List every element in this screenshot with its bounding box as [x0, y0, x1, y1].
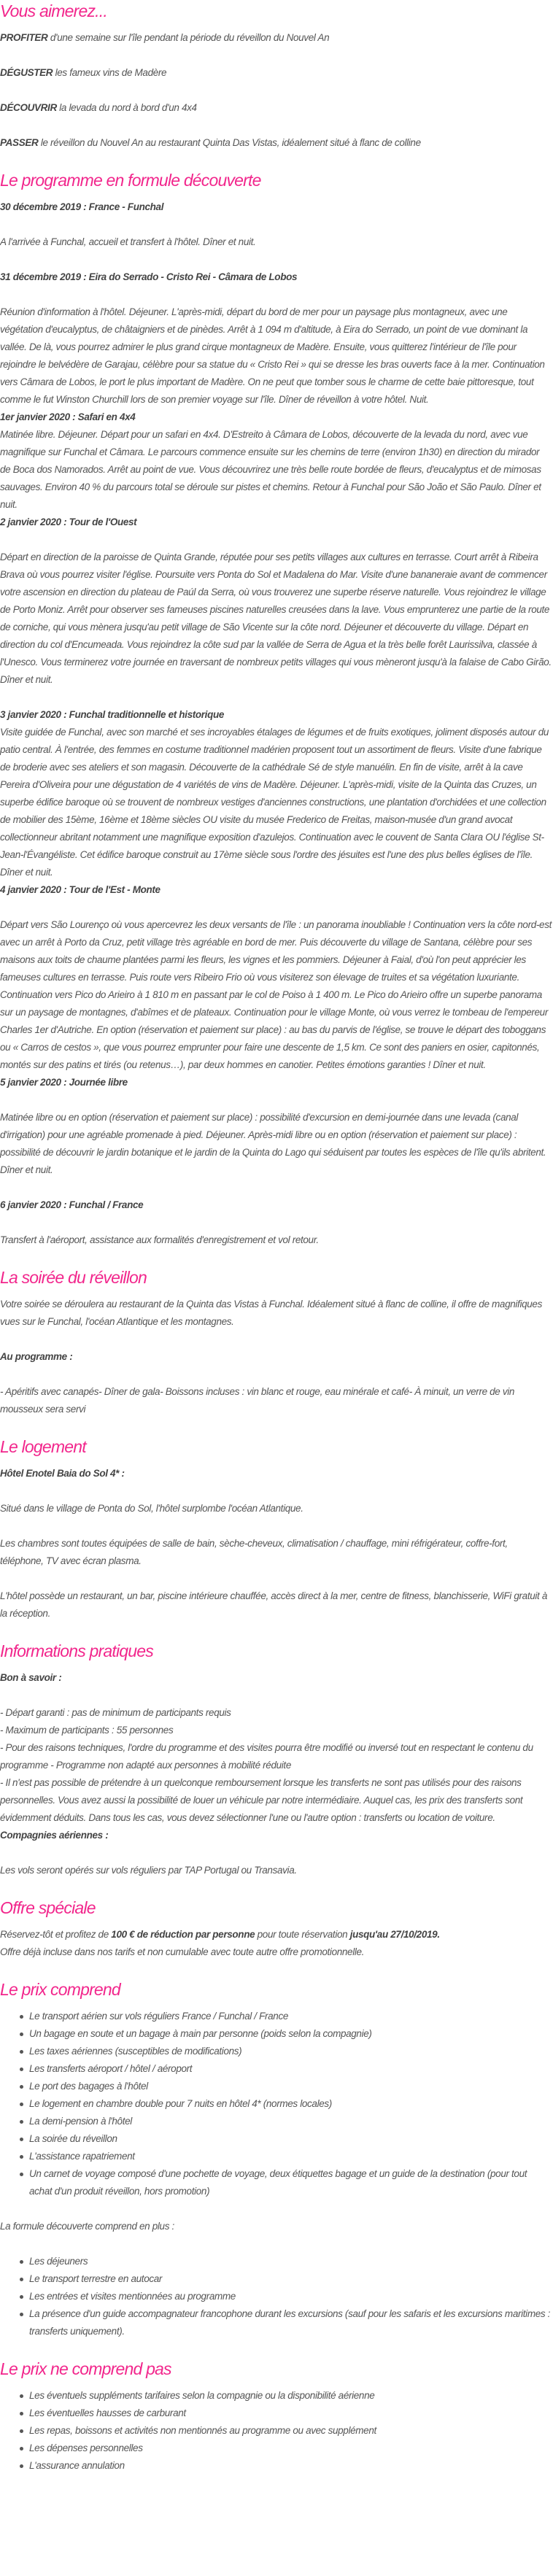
program-title: Le programme en formule découverte: [0, 171, 261, 190]
price-excludes-section: [0, 2358, 552, 2475]
highlights-section: [0, 0, 552, 152]
special-offer-title: Offre spéciale: [0, 1898, 96, 1917]
day-description: A l'arrivée à Funchal, accueil et transfert à l'hôtel. Dîner et nuit.: [0, 236, 256, 247]
list-item: Le logement en chambre double pour 7 nuits en hôtel 4* (normes locales): [29, 2095, 552, 2113]
list-item: L'assurance annulation: [29, 2457, 552, 2475]
day-title: 4 janvier 2020 : Tour de l'Est - Monte: [0, 884, 161, 895]
reveillon-title: La soirée du réveillon: [0, 1268, 147, 1287]
list-item: Les déjeuners: [29, 2253, 552, 2270]
list-item: Les entrées et visites mentionnées au programme: [29, 2288, 552, 2305]
list-item: Les dépenses personnelles: [29, 2440, 552, 2457]
day-description: Transfert à l'aéroport, assistance aux formalités d'enregistrement et vol retour.: [0, 1234, 319, 1245]
reveillon-program-text: - Apéritifs avec canapés- Dîner de gala- Boissons incluses : vin blanc et rouge, eau minérale et café- À minuit, un verre de vin mousseux sera servi: [0, 1386, 515, 1415]
list-item: La présence d'un guide accompagnateur francophone durant les excursions (sauf pour les safaris et les excursions maritimes : transferts uniquement).: [29, 2305, 552, 2340]
reveillon-program-label: Au programme :: [0, 1351, 73, 1362]
list-item: Les taxes aériennes (susceptibles de modifications): [29, 2043, 552, 2060]
list-item: Le port des bagages à l'hôtel: [29, 2078, 552, 2095]
highlight-item: DÉGUSTER les fameux vins de Madère: [0, 67, 167, 78]
day-title: 5 janvier 2020 : Journée libre: [0, 1077, 128, 1088]
info-line: - Il n'est pas possible de prétendre à un quelconque remboursement lorsque les transferts ne sont pas utilisés pour des raisons personnelles. Vous avez aussi la possibilité de louer un véhicule par notre intermédiaire. Auquel cas, les prix des transferts sont évidemment déduits. Dans tous les cas, vous devez sélectionner l'une ou l'autre option : transferts ou location de voiture.: [0, 1777, 523, 1823]
highlight-item: DÉCOUVRIR la levada du nord à bord d'un 4x4: [0, 102, 197, 113]
info-line: - Départ garanti : pas de minimum de participants requis: [0, 1707, 231, 1718]
offer-deadline: jusqu'au 27/10/2019.: [349, 1929, 440, 1940]
reveillon-section: [0, 1266, 552, 1418]
list-item: La soirée du réveillon: [29, 2130, 552, 2148]
offer-note: Offre déjà incluse dans nos tarifs et non cumulable avec toute autre offre promotionnelle.: [0, 1946, 365, 1957]
practical-info-section: [0, 1640, 552, 1879]
list-item: Les transferts aéroport / hôtel / aéroport: [29, 2060, 552, 2078]
day-title: 1er janvier 2020 : Safari en 4x4: [0, 411, 136, 422]
day-title: 3 janvier 2020 : Funchal traditionnelle et historique: [0, 709, 225, 720]
day-title: 2 janvier 2020 : Tour de l'Ouest: [0, 517, 137, 527]
lodging-title: Le logement: [0, 1437, 86, 1456]
info-line: - Pour des raisons techniques, l'ordre du programme et des visites pourra être modifié ou inversé tout en respectant le contenu du programme - Programme non adapté aux personnes à mobilité réduite: [0, 1742, 533, 1771]
airlines-text: Les vols seront opérés sur vols réguliers par TAP Portugal ou Transavia.: [0, 1865, 297, 1876]
highlight-item: PASSER le réveillon du Nouvel An au restaurant Quinta Das Vistas, idéalement situé à flanc de colline: [0, 137, 421, 148]
day-description: Départ vers São Lourenço où vous apercevrez les deux versants de l'île : un panorama inoubliable ! Continuation vers la côte nord-est avec un arrêt à Porto da Cruz, petit village très agréable en bord de mer. Puis découverte du village de Santana, célèbre pour ses maisons aux toits de chaume plantées parmi les fleurs, les vignes et les pommiers. Déjeuner à Faial, d'où l'on peut apprécier les fameuses cultures en terrasse. Puis route vers Ribeiro Frio où vous visiterez son élevage de truites et sa végétation luxuriante. Continuation vers Pico do Arieiro à 1 810 m en passant par le col de Poiso à 1 400 m. Le Pico do Arieiro offre un superbe panorama sur un paysage de montagnes, d'abîmes et de plateaux. Continuation pour le village Monte, où vous verrez le tombeau de l'empereur Charles 1er d'Autriche. En option (réservation et paiement sur place) : au bas du parvis de l'église, se trouve le départ des toboggans ou « Carros de cestos », que vous pourrez emprunter pour faire une descente de 1,5 km. Ce sont des paniers en osier, capitonnés, montés sur des patins et tirés (ou retenus…), par deux hommes en canotier. Petites émotions garanties ! Dîner et nuit.: [0, 919, 552, 1070]
airlines-label: Compagnies aériennes :: [0, 1830, 109, 1841]
offer-discount: 100 € de réduction par personne: [111, 1929, 255, 1940]
day-title: 6 janvier 2020 : Funchal / France: [0, 1199, 144, 1210]
discovery-extra-label: La formule découverte comprend en plus :: [0, 2221, 174, 2232]
list-item: Le transport terrestre en autocar: [29, 2270, 552, 2288]
day-description: Matinée libre. Déjeuner. Départ pour un safari en 4x4. D'Estreito à Câmara de Lobos, découverte de la levada du nord, avec vue magnifique sur Funchal et Câmara. Le parcours commence ensuite sur les chemins de terre (environ 1h30) en direction du mirador de Boca dos Namorados. Arrêt au point de vue. Vous découvrirez une très belle route bordée de fleurs, d'eucalyptus et de mimosas sauvages. Environ 40 % du parcours total se déroule sur pistes et chemins. Retour à Funchal pour São João et São Paulo. Dîner et nuit.: [0, 429, 541, 510]
list-item: La demi-pension à l'hôtel: [29, 2113, 552, 2130]
day-title: 31 décembre 2019 : Eira do Serrado - Cristo Rei - Câmara de Lobos: [0, 271, 298, 282]
day-title: 30 décembre 2019 : France - Funchal: [0, 201, 164, 212]
day-description: Matinée libre ou en option (réservation et paiement sur place) : possibilité d'excursion en demi-journée dans une levada (canal d'irrigation) pour une agréable promenade à pied. Déjeuner. Après-midi libre ou en option (réservation et paiement sur place) : possibilité de découvrir le jardin botanique et le jardin de la Quinta do Lago qui séduisent par toutes les espèces de l'île qu'ils abritent. Dîner et nuit.: [0, 1112, 546, 1175]
lodging-section: [0, 1436, 552, 1622]
good-to-know-label: Bon à savoir :: [0, 1672, 62, 1683]
list-item: Les éventuels suppléments tarifaires selon la compagnie ou la disponibilité aérienne: [29, 2387, 552, 2405]
hotel-rooms: Les chambres sont toutes équipées de salle de bain, sèche-cheveux, climatisation / chauffage, mini réfrigérateur, coffre-fort, téléphone, TV avec écran plasma.: [0, 1538, 508, 1566]
offer-text: Réservez-tôt et profitez de 100 € de réduction par personne pour toute réservation jusqu'au 27/10/2019.: [0, 1929, 440, 1940]
day-description: Réunion d'information à l'hôtel. Déjeuner. L'après-midi, départ du bord de mer pour un paysage plus montagneux, avec une végétation d'eucalyptus, de châtaigniers et de pinèdes. Arrêt à 1 094 m d'altitude, à Eira do Serrado, un point de vue dominant la vallée. De là, vous pourrez admirer le plus grand cirque montagneux de Madère. Ensuite, vous quitterez l'intérieur de l'île pour rejoindre le belvédère de Garajau, célèbre pour sa statue du « Cristo Rei » qui se dresse les bras ouverts face à la mer. Continuation vers Câmara de Lobos, le port le plus important de Madère. On ne peut que tomber sous le charme de cette baie pittoresque, tout comme le fut Winston Churchill lors de son premier voyage sur l'île. Dîner de réveillon à votre hôtel. Nuit.: [0, 306, 545, 405]
list-item: Les éventuelles hausses de carburant: [29, 2405, 552, 2422]
program-section: [0, 169, 552, 1249]
hotel-facilities: L'hôtel possède un restaurant, un bar, piscine intérieure chauffée, accès direct à la mer, centre de fitness, blanchisserie, WiFi gratuit à la réception.: [0, 1590, 547, 1619]
list-item: Les repas, boissons et activités non mentionnés au programme ou avec supplément: [29, 2422, 552, 2440]
included-list: [0, 2008, 552, 2200]
list-item: L'assistance rapatriement: [29, 2148, 552, 2165]
excluded-list: [0, 2387, 552, 2475]
special-offer-section: [0, 1897, 552, 1961]
list-item: Un carnet de voyage composé d'une pochette de voyage, deux étiquettes bagage et un guide de la destination (pour tout achat d'un produit réveillon, hors promotion): [29, 2165, 552, 2200]
hotel-name: Hôtel Enotel Baia do Sol 4* :: [0, 1468, 125, 1479]
list-item: Un bagage en soute et un bagage à main par personne (poids selon la compagnie): [29, 2025, 552, 2043]
price-excludes-title: Le prix ne comprend pas: [0, 2359, 171, 2378]
highlights-title: Vous aimerez...: [0, 1, 107, 20]
info-line: - Maximum de participants : 55 personnes: [0, 1725, 174, 1736]
reveillon-intro: Votre soirée se déroulera au restaurant de la Quinta das Vistas à Funchal. Idéalement situé à flanc de colline, il offre de magnifiques vues sur le Funchal, l'océan Atlantique et les montagnes.: [0, 1299, 542, 1327]
day-description: Départ en direction de la paroisse de Quinta Grande, réputée pour ses petits villages aux cultures en terrasse. Court arrêt à Ribeira Brava où vous pourrez visiter l'église. Poursuite vers Ponta do Sol et Madalena do Mar. Visite d'une bananeraie avant de commencer votre ascension en direction du plateau de Paúl da Serra, où vous trouverez une superbe réserve naturelle. Vous rejoindrez le village de Porto Moniz. Arrêt pour observer ses fameuses piscines naturelles creusées dans la lave. Vous emprunterez une partie de la route de corniche, qui vous mènera jusqu'au petit village de São Vicente sur la côte nord. Déjeuner et découverte du village. Départ en direction du col d'Encumeada. Vous rejoindrez la côte sud par la vallée de Serra de Agua et la très belle forêt Laurissilva, classée à l'Unesco. Vous terminerez votre journée en traversant de nombreux petits villages qui vous mèneront jusqu'à la falaise de Cabo Girão. Dîner et nuit.: [0, 552, 552, 685]
practical-info-title: Informations pratiques: [0, 1641, 153, 1660]
highlight-item: PROFITER d'une semaine sur l'île pendant la période du réveillon du Nouvel An: [0, 32, 330, 43]
discovery-extra-list: [0, 2253, 552, 2340]
list-item: Le transport aérien sur vols réguliers France / Funchal / France: [29, 2008, 552, 2025]
price-includes-title: Le prix comprend: [0, 1980, 120, 1999]
hotel-location: Situé dans le village de Ponta do Sol, l'hôtel surplombe l'océan Atlantique.: [0, 1503, 303, 1514]
day-description: Visite guidée de Funchal, avec son marché et ses incroyables étalages de légumes et de fruits exotiques, joliment disposés autour du patio central. À l'entrée, des femmes en costume traditionnel madérien proposent tout un assortiment de fleurs. Visite d'une fabrique de broderie avec ses ateliers et son magasin. Découverte de la cathédrale Sé de style manuélin. En fin de visite, arrêt à la cave Pereira d'Oliveira pour une dégustation de 4 variétés de vins de Madère. Déjeuner. L'après-midi, visite de la Quinta das Cruzes, un superbe édifice baroque où se trouvent de nombreux vestiges d'anciennes constructions, une plantation d'orchidées et une collection de mobilier des 15ème, 16ème et 18ème siècles OU visite du musée Frederico de Freitas, maison-musée d'un grand avocat collectionneur abritant notamment une magnifique exposition d'azulejos. Continuation avec le couvent de Santa Clara OU l'église St-Jean-l'Évangéliste. Cet édifice baroque construit au 17ème siècle sous l'ordre des jésuites est l'une des plus belles églises de l'île. Dîner et nuit.: [0, 727, 549, 878]
price-includes-section: [0, 1979, 552, 2340]
